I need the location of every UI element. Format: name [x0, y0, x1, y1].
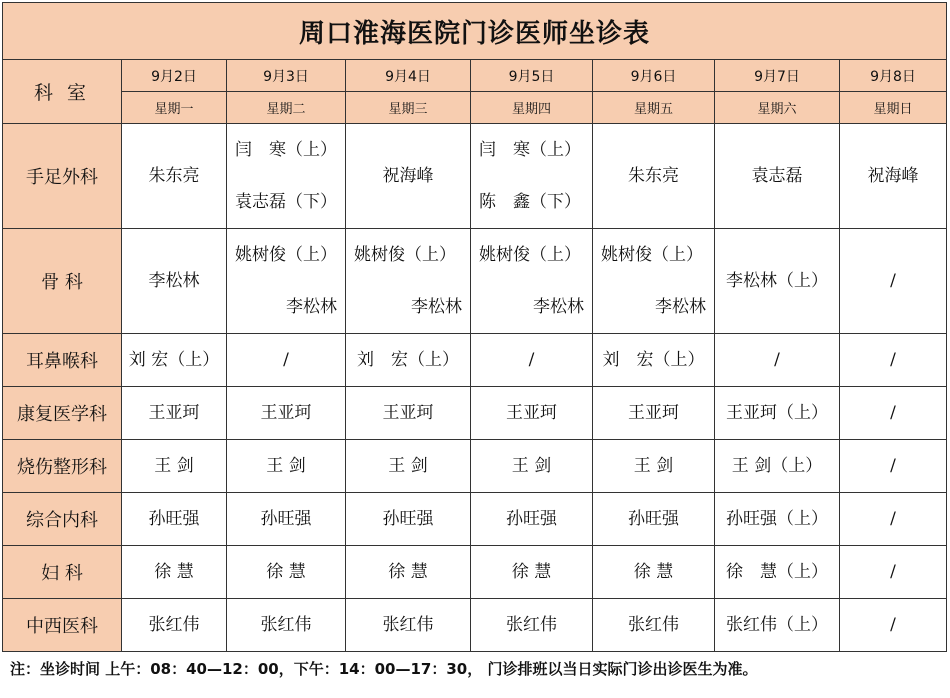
doctor-name: 张红伟 — [260, 615, 312, 635]
doctor-name: 孙旺强 — [148, 509, 200, 529]
doctor-name: 王 剑 — [154, 456, 194, 476]
dept-name: 康复医学科 — [3, 387, 122, 440]
dept-name: 烧伤整形科 — [3, 440, 122, 493]
schedule-cell — [122, 334, 227, 387]
schedule-cell — [840, 546, 947, 599]
schedule-cell — [227, 229, 346, 334]
dept-name: 耳鼻喉科 — [3, 334, 122, 387]
dept-name: 妇 科 — [3, 546, 122, 599]
doctor-name: 李松林 — [655, 297, 706, 317]
doctor-name: 孙旺强 — [628, 509, 679, 529]
footnote: 注：坐诊时间 上午：08：40—12：00，下午：14：00—17：30， 门诊排班以当日实际门诊出诊医生为准。 — [10, 660, 758, 678]
doctor-name: 王亚珂 — [628, 403, 679, 423]
schedule-cell — [346, 124, 471, 229]
date-header: 9月2日 — [122, 60, 227, 92]
dept-name: 中西医科 — [3, 599, 122, 652]
schedule-cell — [227, 493, 346, 546]
date-header: 9月5日 — [471, 60, 593, 92]
doctor-name: 王 剑 — [511, 456, 552, 476]
dept-name: 骨 科 — [3, 229, 122, 334]
schedule-cell — [346, 387, 471, 440]
schedule-cell — [840, 387, 947, 440]
dept-name: 综合内科 — [3, 493, 122, 546]
schedule-cell — [122, 387, 227, 440]
weekday-header: 星期六 — [715, 92, 840, 124]
schedule-cell — [593, 334, 715, 387]
schedule-cell — [122, 124, 227, 229]
schedule-cell — [471, 387, 593, 440]
dept-column-header: 科 室 — [3, 60, 122, 124]
doctor-name: / — [890, 271, 896, 291]
doctor-name: 刘 宏（上） — [602, 350, 705, 370]
doctor-name: 祝海峰 — [382, 166, 434, 186]
schedule-cell — [840, 334, 947, 387]
schedule-cell — [715, 440, 840, 493]
schedule-cell — [593, 387, 715, 440]
schedule-cell — [122, 546, 227, 599]
doctor-name: / — [774, 350, 780, 370]
schedule-cell — [122, 440, 227, 493]
weekday-header: 星期五 — [593, 92, 715, 124]
doctor-name: 王 剑 — [633, 456, 674, 476]
schedule-cell — [227, 387, 346, 440]
doctor-name: 孙旺强 — [382, 509, 434, 529]
doctor-name: 王 剑 — [388, 456, 428, 476]
doctor-name: 张红伟 — [628, 615, 679, 635]
date-header: 9月6日 — [593, 60, 715, 92]
schedule-cell — [122, 229, 227, 334]
schedule-cell — [593, 124, 715, 229]
doctor-name: 朱东亮 — [148, 166, 200, 186]
schedule-cell — [227, 440, 346, 493]
schedule-cell — [227, 124, 346, 229]
doctor-name: 王亚珂 — [506, 403, 557, 423]
schedule-cell — [227, 599, 346, 652]
schedule-cell — [227, 334, 346, 387]
table-row — [3, 599, 947, 652]
doctor-name: 李松林 — [533, 297, 584, 317]
doctor-name: 李松林 — [411, 297, 462, 317]
table-row — [3, 334, 947, 387]
doctor-name: 闫 寒（上） — [235, 140, 337, 160]
table-row — [3, 440, 947, 493]
doctor-name: 徐 慧 — [511, 562, 552, 582]
schedule-cell — [346, 599, 471, 652]
doctor-name: / — [283, 350, 289, 370]
schedule-cell — [715, 387, 840, 440]
doctor-name: 徐 慧（上） — [726, 562, 828, 582]
schedule-cell — [840, 124, 947, 229]
doctor-name: 姚树俊（上） — [479, 245, 581, 265]
schedule-cell — [346, 493, 471, 546]
doctor-name: 刘 宏（上） — [128, 350, 220, 370]
doctor-name: 王亚珂 — [382, 403, 434, 423]
weekday-header: 星期三 — [346, 92, 471, 124]
table-row — [3, 493, 947, 546]
doctor-name: / — [890, 403, 896, 423]
doctor-name: 刘 宏（上） — [357, 350, 459, 370]
schedule-cell — [593, 546, 715, 599]
schedule-cell — [593, 599, 715, 652]
table-row — [3, 124, 947, 229]
doctor-name: 祝海峰 — [867, 166, 919, 186]
doctor-name: 王亚珂 — [148, 403, 200, 423]
doctor-name: 孙旺强（上） — [726, 509, 828, 529]
doctor-name: 袁志磊（下） — [235, 192, 337, 212]
schedule-cell — [227, 546, 346, 599]
schedule-cell — [471, 440, 593, 493]
schedule-cell — [593, 440, 715, 493]
doctor-name: 王 剑（上） — [731, 456, 823, 476]
schedule-cell — [471, 546, 593, 599]
schedule-table — [2, 2, 947, 652]
schedule-cell — [471, 229, 593, 334]
schedule-cell — [346, 334, 471, 387]
schedule-cell — [346, 229, 471, 334]
doctor-name: 孙旺强 — [260, 509, 312, 529]
doctor-name: / — [890, 615, 896, 635]
doctor-name: 闫 寒（上） — [479, 140, 581, 160]
schedule-cell — [471, 334, 593, 387]
doctor-name: 李松林（上） — [726, 271, 828, 291]
doctor-name: 张红伟 — [382, 615, 434, 635]
schedule-cell — [471, 493, 593, 546]
schedule-cell — [593, 229, 715, 334]
doctor-name: / — [890, 562, 896, 582]
schedule-cell — [715, 599, 840, 652]
doctor-name: 徐 慧 — [154, 562, 194, 582]
doctor-name: 徐 慧 — [266, 562, 306, 582]
date-header: 9月4日 — [346, 60, 471, 92]
schedule-cell — [593, 493, 715, 546]
schedule-cell — [122, 599, 227, 652]
schedule-cell — [471, 124, 593, 229]
doctor-name: / — [890, 456, 896, 476]
doctor-name: 孙旺强 — [506, 509, 557, 529]
schedule-cell — [715, 546, 840, 599]
weekday-header: 星期日 — [840, 92, 947, 124]
doctor-name: 王亚珂（上） — [726, 403, 828, 423]
schedule-cell — [840, 229, 947, 334]
doctor-name: 姚树俊（上） — [235, 245, 337, 265]
schedule-cell — [346, 440, 471, 493]
doctor-name: 王 剑 — [266, 456, 306, 476]
doctor-name: / — [528, 350, 535, 370]
table-row — [3, 546, 947, 599]
doctor-name: 姚树俊（上） — [354, 245, 456, 265]
schedule-cell — [840, 493, 947, 546]
doctor-name: 李松林 — [286, 297, 337, 317]
doctor-name: 张红伟 — [148, 615, 200, 635]
doctor-name: 徐 慧 — [633, 562, 674, 582]
schedule-cell — [346, 546, 471, 599]
schedule-cell — [715, 229, 840, 334]
doctor-name: 李松林 — [148, 271, 200, 291]
doctor-name: 陈 鑫（下） — [479, 192, 581, 212]
table-title: 周口淮海医院门诊医师坐诊表 — [3, 3, 947, 60]
doctor-name: 张红伟（上） — [726, 615, 828, 635]
table-row — [3, 387, 947, 440]
date-header: 9月3日 — [227, 60, 346, 92]
dept-name: 手足外科 — [3, 124, 122, 229]
weekday-header: 星期二 — [227, 92, 346, 124]
doctor-name: 袁志磊 — [751, 166, 803, 186]
schedule-cell — [715, 124, 840, 229]
schedule-cell — [840, 599, 947, 652]
schedule-cell — [840, 440, 947, 493]
schedule-cell — [122, 493, 227, 546]
schedule-cell — [471, 599, 593, 652]
table-row — [3, 229, 947, 334]
doctor-name: 徐 慧 — [388, 562, 428, 582]
doctor-name: 张红伟 — [506, 615, 557, 635]
doctor-name: / — [890, 350, 896, 370]
doctor-name: 朱东亮 — [628, 166, 679, 186]
date-header: 9月8日 — [840, 60, 947, 92]
schedule-cell — [715, 334, 840, 387]
weekday-header: 星期四 — [471, 92, 593, 124]
doctor-name: 姚树俊（上） — [601, 245, 703, 265]
doctor-name: / — [890, 509, 896, 529]
weekday-header: 星期一 — [122, 92, 227, 124]
date-header: 9月7日 — [715, 60, 840, 92]
doctor-name: 王亚珂 — [260, 403, 312, 423]
schedule-cell — [715, 493, 840, 546]
